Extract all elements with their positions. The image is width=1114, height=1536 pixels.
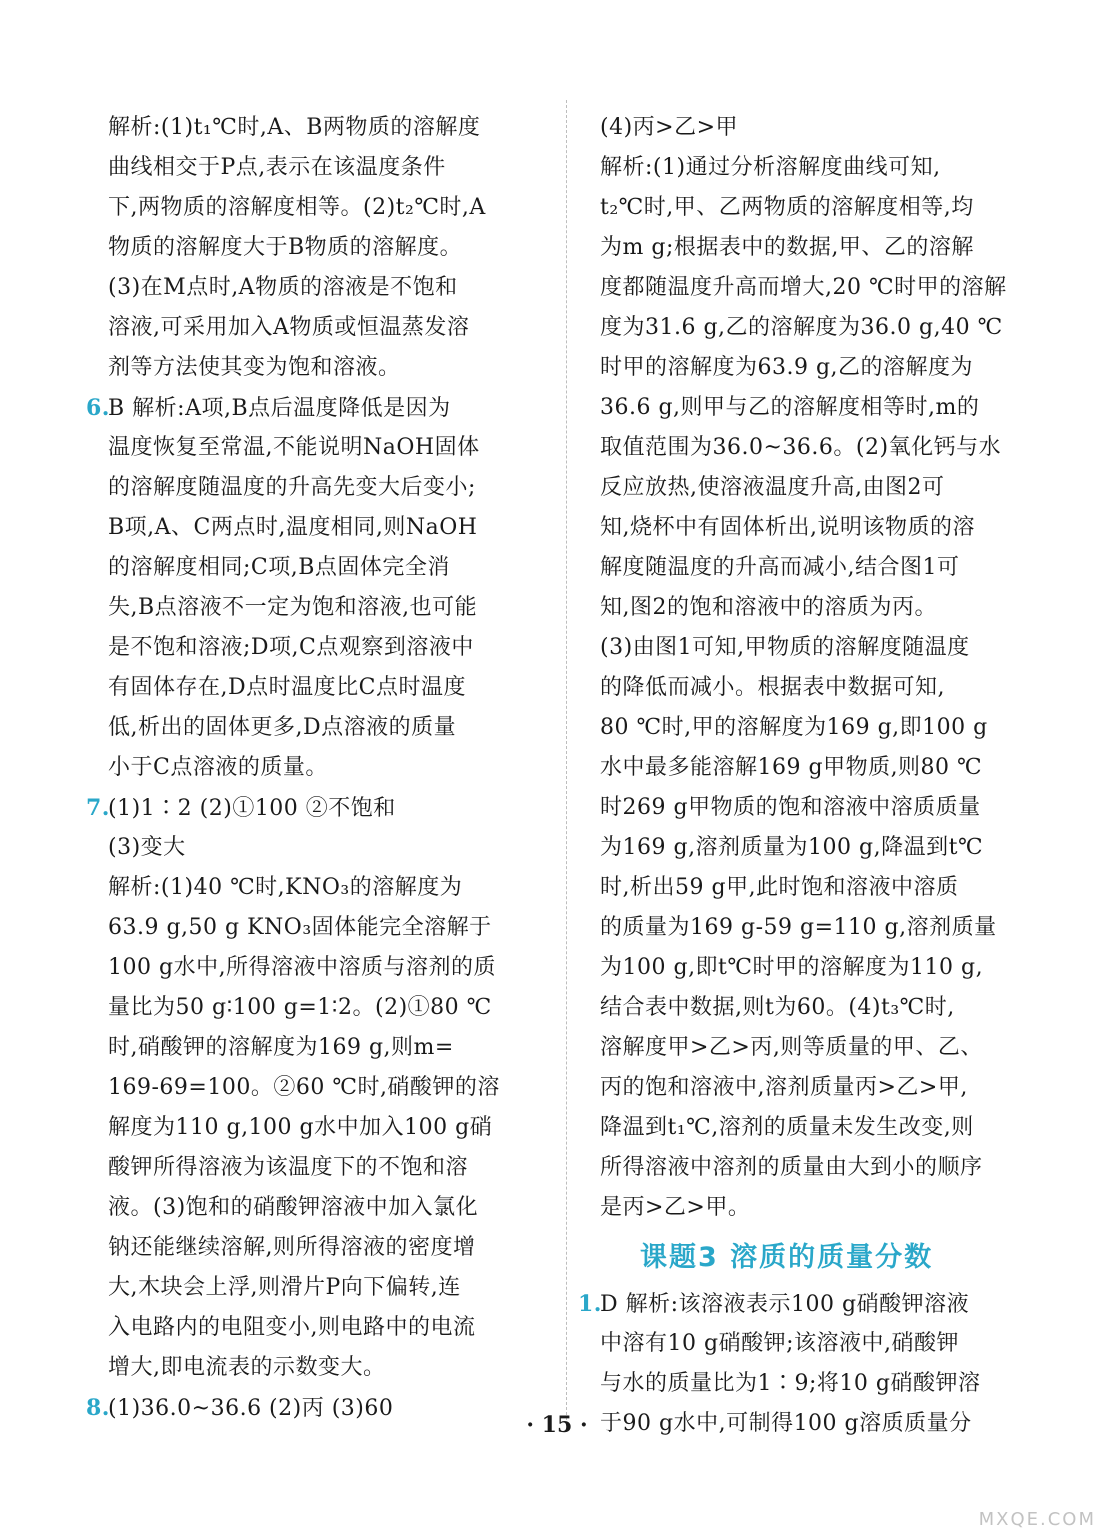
answer-line	[600, 508, 1030, 548]
answer-line	[600, 388, 1030, 428]
line-text: 溶解度甲>乙>丙,则等质量的甲、乙、	[600, 1035, 983, 1060]
line-text: 曲线相交于P点,表示在该温度条件	[108, 155, 446, 180]
line-text: (1)1∶2 (2)①100 ②不饱和	[108, 796, 396, 821]
question-number-text: 8.	[86, 1395, 110, 1421]
answer-line	[600, 468, 1030, 508]
answer-line	[600, 308, 1030, 348]
line-text: 与水的质量比为1∶9;将10 g硝酸钾溶	[600, 1371, 981, 1396]
line-text: 解析:(1)通过分析溶解度曲线可知,	[600, 155, 941, 180]
answer-line	[600, 1068, 1030, 1108]
right-column	[578, 108, 1030, 1444]
line-text: 大,木块会上浮,则滑片P向下偏转,连	[108, 1275, 461, 1300]
line-text: 酸钾所得溶液为该温度下的不饱和溶	[108, 1155, 469, 1180]
line-text: 解析:(1)t₁℃时,A、B两物质的溶解度	[108, 115, 481, 140]
line-text: 为100 g,即t℃时甲的溶解度为110 g,	[600, 955, 984, 980]
answer-line	[108, 1268, 538, 1308]
answer-line	[108, 748, 538, 788]
line-text: 是不饱和溶液;D项,C点观察到溶液中	[108, 635, 474, 660]
watermark: MXQE.COM	[978, 1509, 1096, 1530]
answer-line	[600, 228, 1030, 268]
line-text: 下,两物质的溶解度相等。(2)t₂℃时,A	[108, 195, 486, 220]
answer-line	[108, 268, 538, 308]
line-text: 有固体存在,D点时温度比C点时温度	[108, 675, 466, 700]
answer-line	[108, 1028, 538, 1068]
answer-line	[600, 548, 1030, 588]
answer-line	[108, 1348, 538, 1388]
line-text: 时,析出59 g甲,此时饱和溶液中溶质	[600, 875, 959, 900]
line-text: 于90 g水中,可制得100 g溶质质量分	[600, 1411, 972, 1436]
answer-line	[600, 1364, 1030, 1404]
answer-line	[108, 348, 538, 388]
line-text: 剂等方法使其变为饱和溶液。	[108, 355, 401, 380]
line-text: 知,图2的饱和溶液中的溶质为丙。	[600, 595, 937, 620]
answer-line	[600, 588, 1030, 628]
line-text: 降温到t₁℃,溶剂的质量未发生改变,则	[600, 1115, 974, 1140]
line-text: 解度随温度的升高而减小,结合图1可	[600, 555, 960, 580]
answer-line	[600, 748, 1030, 788]
line-text: 量比为50 g∶100 g=1∶2。(2)①80 ℃	[108, 995, 492, 1020]
line-text: (3)由图1可知,甲物质的溶解度随温度	[600, 635, 970, 660]
question-line	[86, 388, 538, 428]
line-text: t₂℃时,甲、乙两物质的溶解度相等,均	[600, 195, 974, 220]
line-text: 增大,即电流表的示数变大。	[108, 1355, 386, 1380]
answer-line	[600, 1188, 1030, 1228]
answer-line	[600, 988, 1030, 1028]
line-text: 结合表中数据,则t为60。(4)t₃℃时,	[600, 995, 955, 1020]
answer-line	[108, 948, 538, 988]
answer-line	[108, 668, 538, 708]
line-text: 为m g;根据表中的数据,甲、乙的溶解	[600, 235, 974, 260]
answer-line	[108, 1108, 538, 1148]
line-text: 度为31.6 g,乙的溶解度为36.0 g,40 ℃	[600, 315, 1003, 340]
answer-line	[108, 988, 538, 1028]
answer-line	[600, 108, 1030, 148]
answer-line	[108, 508, 538, 548]
answer-line	[108, 1228, 538, 1268]
line-text: D 解析:该溶液表示100 g硝酸钾溶液	[600, 1292, 970, 1317]
answer-line	[600, 668, 1030, 708]
answer-line	[600, 148, 1030, 188]
answer-line	[108, 908, 538, 948]
answer-line	[108, 828, 538, 868]
line-text: 36.6 g,则甲与乙的溶解度相等时,m的	[600, 395, 980, 420]
line-text: 温度恢复至常温,不能说明NaOH固体	[108, 435, 480, 460]
line-text: 反应放热,使溶液温度升高,由图2可	[600, 475, 945, 500]
line-text: 100 g水中,所得溶液中溶质与溶剂的质	[108, 955, 497, 980]
line-text: 钠还能继续溶解,则所得溶液的密度增	[108, 1235, 476, 1260]
answer-line	[600, 188, 1030, 228]
answer-line	[600, 868, 1030, 908]
answer-line	[108, 428, 538, 468]
line-text: 液。(3)饱和的硝酸钾溶液中加入氯化	[108, 1195, 479, 1220]
answer-line	[108, 148, 538, 188]
answer-line	[600, 708, 1030, 748]
answer-line	[600, 788, 1030, 828]
answer-line	[600, 268, 1030, 308]
column-divider	[566, 100, 567, 1420]
answer-line	[108, 708, 538, 748]
line-text: 中溶有10 g硝酸钾;该溶液中,硝酸钾	[600, 1331, 959, 1356]
line-text: 的质量为169 g-59 g=110 g,溶剂质量	[600, 915, 997, 940]
line-text: 度都随温度升高而增大,20 ℃时甲的溶解	[600, 275, 1007, 300]
line-text: (4)丙>乙>甲	[600, 115, 739, 140]
answer-line	[108, 308, 538, 348]
line-text: 的降低而减小。根据表中数据可知,	[600, 675, 945, 700]
line-text: (3)在M点时,A物质的溶液是不饱和	[108, 275, 458, 300]
answer-line	[108, 468, 538, 508]
answer-line	[108, 228, 538, 268]
question-number-text: 6.	[86, 395, 110, 421]
line-text: 的溶解度随温度的升高先变大后变小;	[108, 475, 476, 500]
line-text: 失,B点溶液不一定为饱和溶液,也可能	[108, 595, 478, 620]
line-text: (3)变大	[108, 835, 186, 860]
answer-line	[600, 628, 1030, 668]
question-line	[578, 1284, 1030, 1324]
line-text: 溶液,可采用加入A物质或恒温蒸发溶	[108, 315, 470, 340]
right-answers-before	[600, 108, 1030, 1228]
answer-line	[108, 628, 538, 668]
line-text: 的溶解度相同;C项,B点固体完全消	[108, 555, 450, 580]
answer-line	[108, 868, 538, 908]
answer-line	[108, 1308, 538, 1348]
left-column	[86, 108, 538, 1428]
answer-line	[600, 908, 1030, 948]
line-text: 物质的溶解度大于B物质的溶解度。	[108, 235, 463, 260]
page-number: · 15 ·	[526, 1412, 588, 1438]
line-text: 小于C点溶液的质量。	[108, 755, 328, 780]
answer-line	[108, 1188, 538, 1228]
question-line	[86, 788, 538, 828]
line-text: B 解析:A项,B点后温度降低是因为	[108, 396, 451, 421]
line-text: 水中最多能溶解169 g甲物质,则80 ℃	[600, 755, 983, 780]
answer-line	[108, 188, 538, 228]
line-text: 所得溶液中溶剂的质量由大到小的顺序	[600, 1155, 983, 1180]
answer-line	[600, 1148, 1030, 1188]
line-text: 时269 g甲物质的饱和溶液中溶质质量	[600, 795, 981, 820]
answer-line	[108, 588, 538, 628]
line-text: 时,硝酸钾的溶解度为169 g,则m=	[108, 1035, 454, 1060]
answer-line	[108, 1148, 538, 1188]
question-number-text: 7.	[86, 795, 110, 821]
line-text: 为169 g,溶剂质量为100 g,降温到t℃	[600, 835, 984, 860]
answer-line	[600, 1108, 1030, 1148]
answer-line	[108, 1068, 538, 1108]
line-text: B项,A、C两点时,温度相同,则NaOH	[108, 515, 478, 540]
answer-line	[600, 428, 1030, 468]
answer-line	[600, 1324, 1030, 1364]
line-text: 解析:(1)40 ℃时,KNO₃的溶解度为	[108, 875, 463, 900]
line-text: 低,析出的固体更多,D点溶液的质量	[108, 715, 457, 740]
line-text: 入电路内的电阻变小,则电路中的电流	[108, 1315, 476, 1340]
answer-line	[600, 348, 1030, 388]
line-text: (1)36.0~36.6 (2)丙 (3)60	[108, 1396, 394, 1421]
line-text: 时甲的溶解度为63.9 g,乙的溶解度为	[600, 355, 974, 380]
line-text: 丙的饱和溶液中,溶剂质量丙>乙>甲,	[600, 1075, 968, 1100]
question-number-text: 1.	[578, 1291, 602, 1317]
answer-line	[108, 108, 538, 148]
line-text: 知,烧杯中有固体析出,说明该物质的溶	[600, 515, 975, 540]
answer-line	[600, 828, 1030, 868]
line-text: 解度为110 g,100 g水中加入100 g硝	[108, 1115, 493, 1140]
answer-line	[600, 948, 1030, 988]
line-text: 是丙>乙>甲。	[600, 1195, 751, 1220]
section-title: 课题3 溶质的质量分数	[640, 1242, 934, 1273]
answer-line	[108, 548, 538, 588]
line-text: 取值范围为36.0~36.6。(2)氧化钙与水	[600, 435, 1002, 460]
line-text: 80 ℃时,甲的溶解度为169 g,即100 g	[600, 715, 988, 740]
line-text: 169-69=100。②60 ℃时,硝酸钾的溶	[108, 1075, 500, 1100]
answer-line	[600, 1028, 1030, 1068]
line-text: 63.9 g,50 g KNO₃固体能完全溶解于	[108, 915, 492, 940]
